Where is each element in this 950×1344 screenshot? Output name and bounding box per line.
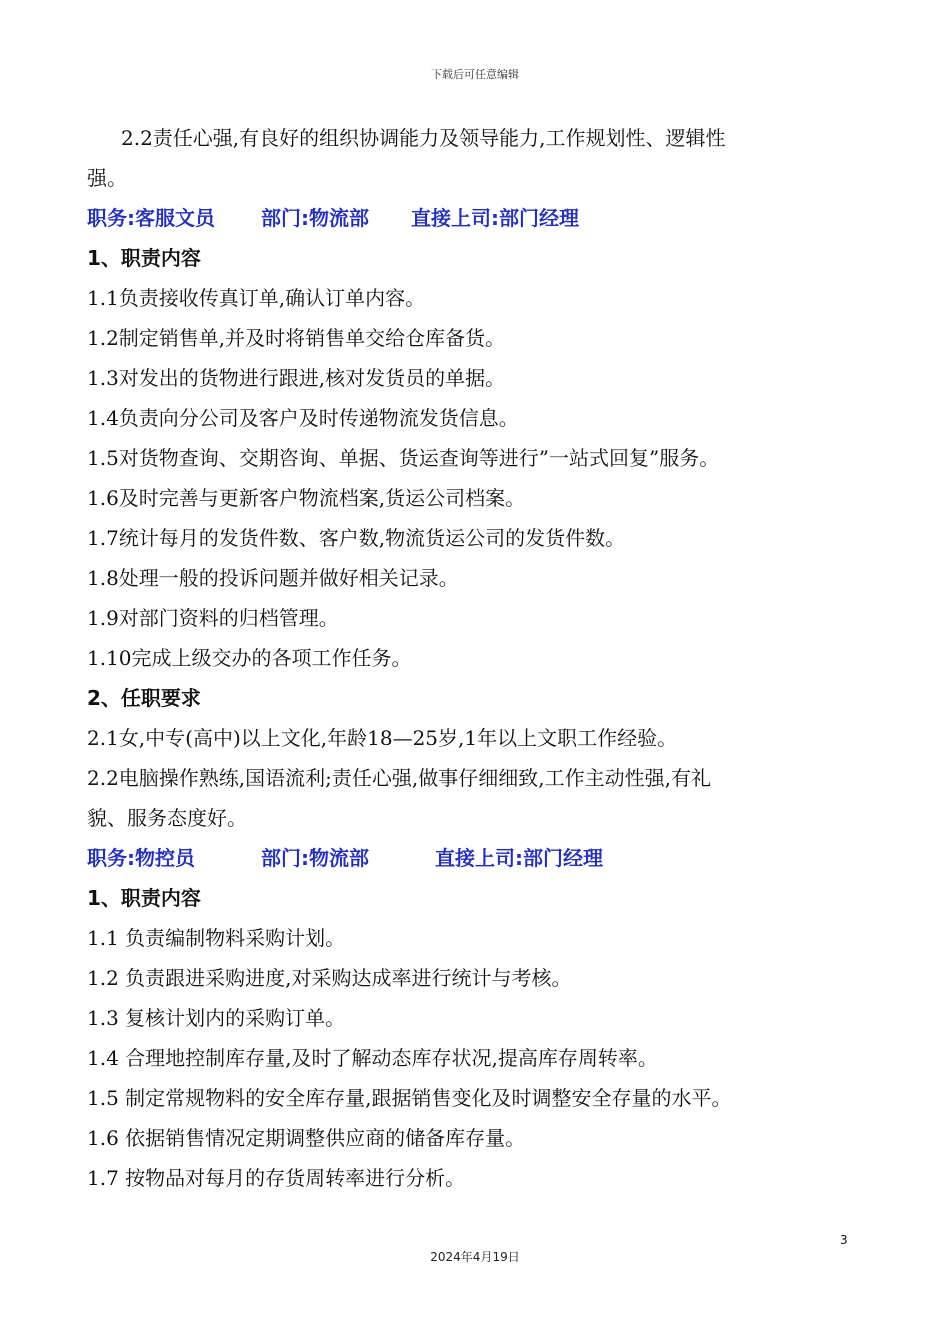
job1-title: 职务:客服文员 — [87, 206, 215, 230]
job1-duty-6: 1.6及时完善与更新客户物流档案,货运公司档案。 — [87, 486, 526, 510]
job1-duty-10: 1.10完成上级交办的各项工作任务。 — [87, 646, 412, 670]
job1-duty-8: 1.8处理一般的投诉问题并做好相关记录。 — [87, 566, 459, 590]
job2-duty-4: 1.4 合理地控制库存量,及时了解动态库存状况,提高库存周转率。 — [87, 1046, 658, 1070]
intro-line-2: 强。 — [87, 166, 127, 190]
page-number: 3 — [840, 1233, 848, 1247]
job2-duty-2: 1.2 负责跟进采购进度,对采购达成率进行统计与考核。 — [87, 966, 572, 990]
job2-header — [87, 838, 857, 878]
page-header: 下载后可任意编辑 — [431, 68, 519, 81]
job1-boss: 直接上司:部门经理 — [411, 206, 579, 230]
job2-duty-5: 1.5 制定常规物料的安全库存量,跟据销售变化及时调整安全存量的水平。 — [87, 1086, 732, 1110]
job1-dept: 部门:物流部 — [261, 206, 369, 230]
job1-req-1: 2.1女,中专(高中)以上文化,年龄18—25岁,1年以上文职工作经验。 — [87, 726, 678, 750]
job2-duty-3: 1.3 复核计划内的采购订单。 — [87, 1006, 346, 1030]
job1-requirements-heading: 2、任职要求 — [87, 686, 201, 710]
job1-duty-1: 1.1负责接收传真订单,确认订单内容。 — [87, 286, 426, 310]
job1-duty-7: 1.7统计每月的发货件数、客户数,物流货运公司的发货件数。 — [87, 526, 626, 550]
job2-boss: 直接上司:部门经理 — [435, 846, 603, 870]
job1-req-2-line-2: 貌、服务态度好。 — [87, 806, 247, 830]
job1-duties-heading: 1、职责内容 — [87, 246, 201, 270]
intro-line-1: 2.2责任心强,有良好的组织协调能力及领导能力,工作规划性、逻辑性 — [121, 126, 726, 150]
job2-duty-6: 1.6 依据销售情况定期调整供应商的储备库存量。 — [87, 1126, 526, 1150]
job2-dept: 部门:物流部 — [261, 846, 369, 870]
job2-duties-heading: 1、职责内容 — [87, 886, 201, 910]
job1-duty-2: 1.2制定销售单,并及时将销售单交给仓库备货。 — [87, 326, 506, 350]
job2-duty-7: 1.7 按物品对每月的存货周转率进行分析。 — [87, 1166, 466, 1190]
job1-duty-3: 1.3对发出的货物进行跟进,核对发货员的单据。 — [87, 366, 506, 390]
job1-req-2-line-1: 2.2电脑操作熟练,国语流利;责任心强,做事仔细细致,工作主动性强,有礼 — [87, 766, 711, 790]
job1-header — [87, 198, 857, 238]
job2-title: 职务:物控员 — [87, 846, 195, 870]
job1-duty-4: 1.4负责向分公司及客户及时传递物流发货信息。 — [87, 406, 519, 430]
job1-duty-9: 1.9对部门资料的归档管理。 — [87, 606, 339, 630]
document-body — [87, 118, 857, 1198]
job2-duty-1: 1.1 负责编制物料采购计划。 — [87, 926, 346, 950]
job1-duty-5: 1.5对货物查询、交期咨询、单据、货运查询等进行”一站式回复”服务。 — [87, 446, 720, 470]
page-footer-date: 2024年4月19日 — [430, 1250, 520, 1264]
